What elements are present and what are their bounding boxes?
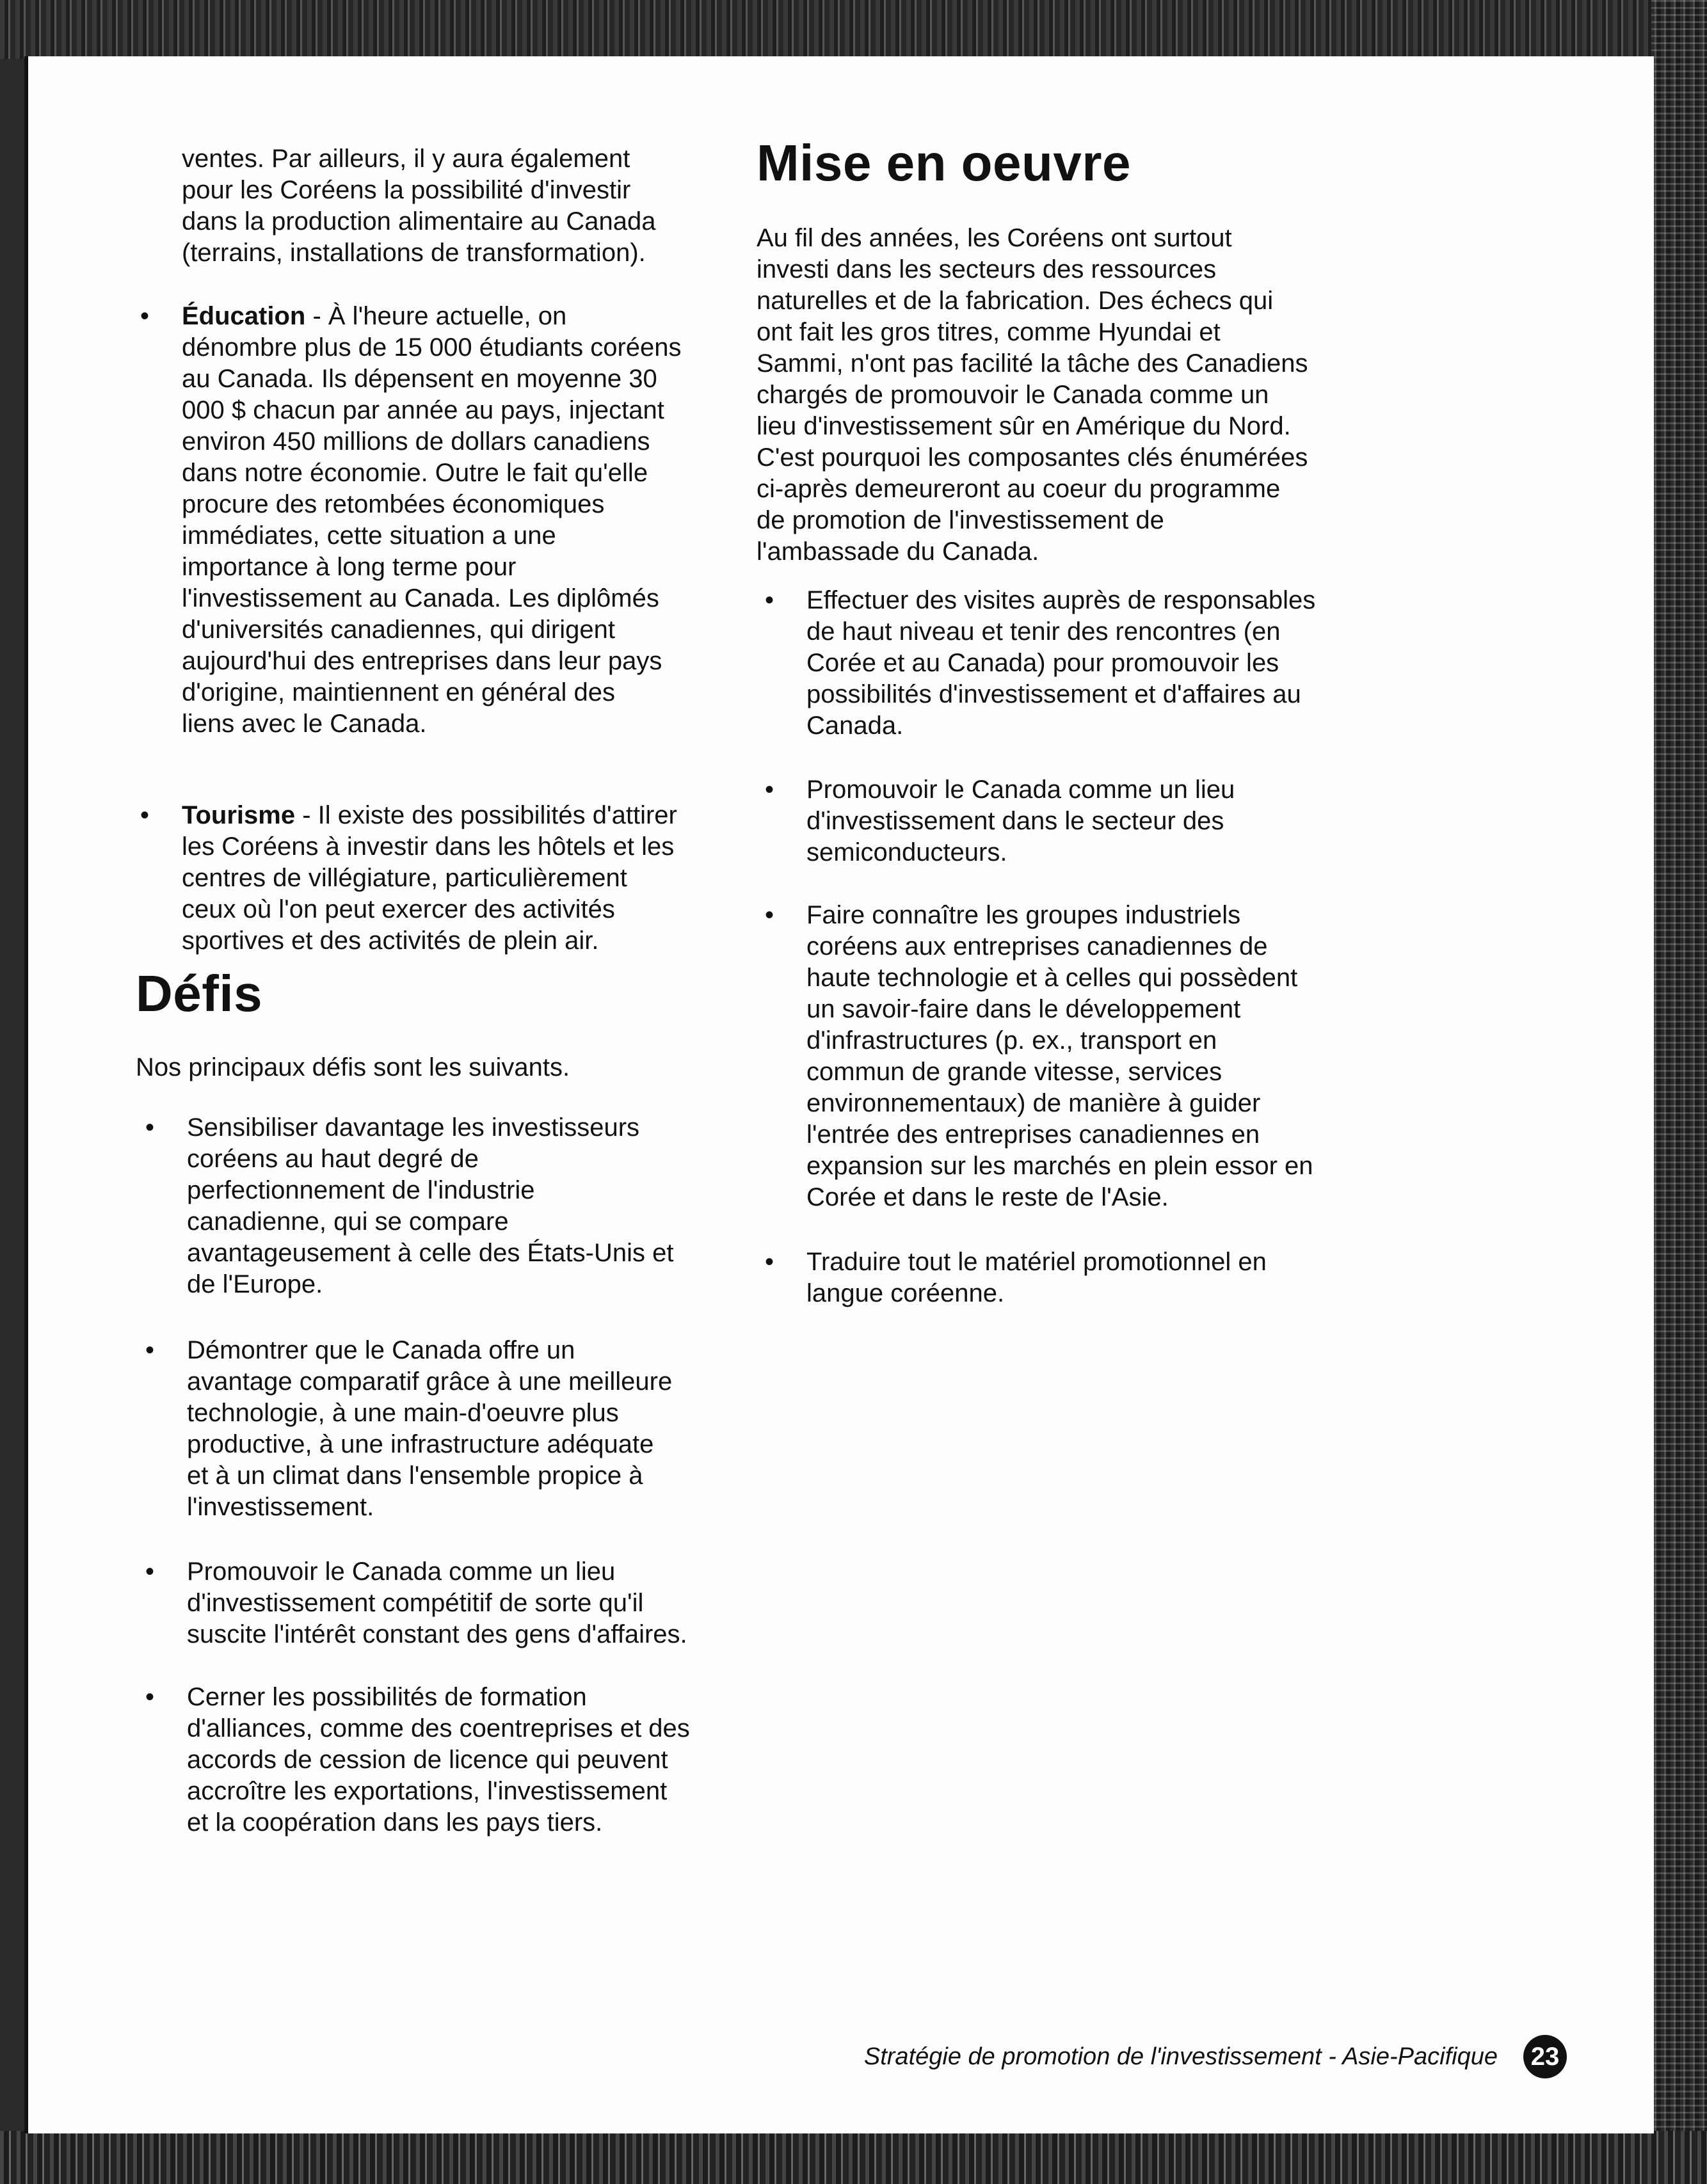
mise-intro-line: Au fil des années, les Coréens ont surtout [757,224,1232,252]
education-line: 000 $ chacun par année au pays, injectant [182,396,664,424]
mise-item [757,1247,1447,1309]
bullet-icon: • [764,1248,774,1276]
education-line: importance à long terme pour [182,553,517,581]
mise-intro-paragraph [757,223,1397,568]
defis-line: et à un climat dans l'ensemble propice à [187,1462,643,1490]
mise-intro-line: naturelles et de la fabrication. Des échecs qui [757,287,1274,315]
education-line: dénombre plus de 15 000 étudiants coréens [182,333,682,362]
bullet-icon: • [764,776,774,804]
mise-line: haute technologie et à celles qui possèdent [806,964,1298,992]
defis-item [137,1112,801,1300]
mise-line: semiconducteurs. [806,838,1007,866]
mise-line: de haut niveau et tenir des rencontres (en [806,618,1281,646]
defis-item [137,1335,801,1523]
education-bullet [132,301,796,740]
tourisme-line: ceux où l'on peut exercer des activités [182,895,615,923]
mise-line: langue coréenne. [806,1279,1005,1307]
tourisme-line: sportives et des activités de plein air. [182,927,599,955]
mise-line: Promouvoir le Canada comme un lieu [806,776,1235,804]
defis-line: perfectionnement de l'industrie [187,1176,535,1204]
bullet-icon: • [140,801,149,829]
mise-intro-line: chargés de promouvoir le Canada comme un [757,381,1269,409]
mise-intro-line: Sammi, n'ont pas facilité la tâche des Canadiens [757,349,1308,378]
mise-line: environnementaux) de manière à guider [806,1089,1261,1117]
bullet-icon: • [140,302,149,330]
defis-line: productive, à une infrastructure adéquate [187,1430,654,1458]
education-line: liens avec le Canada. [182,710,427,738]
defis-line: Cerner les possibilités de formation [187,1683,587,1711]
defis-line: d'investissement compétitif de sorte qu'il [187,1589,644,1617]
intro-line: ventes. Par ailleurs, il y aura également [182,145,630,173]
page-footer [864,2035,1567,2078]
bullet-icon: • [145,1113,154,1142]
mise-line: expansion sur les marchés en plein essor en [806,1152,1313,1180]
education-line: environ 450 millions de dollars canadiens [182,427,650,456]
page-number: 23 [1523,2035,1567,2078]
tourisme-line: centres de villégiature, particulièrement [182,864,627,892]
defis-heading: Défis [136,965,263,1022]
defis-line: canadienne, qui se compare [187,1208,509,1236]
education-label: Éducation [182,302,306,330]
defis-line: technologie, à une main-d'oeuvre plus [187,1399,619,1427]
defis-line: accords de cession de licence qui peuvent [187,1746,668,1774]
bullet-icon: • [145,1558,154,1586]
bullet-icon: • [764,901,774,929]
tourisme-label: Tourisme [182,801,296,829]
mise-intro-line: de promotion de l'investissement de [757,506,1164,534]
bullet-icon: • [764,586,774,614]
mise-intro-line: lieu d'investissement sûr en Amérique du Nord. [757,412,1291,440]
mise-line: d'investissement dans le secteur des [806,807,1224,835]
defis-line: Démontrer que le Canada offre un [187,1336,575,1364]
mise-line: l'entrée des entreprises canadiennes en [806,1120,1260,1149]
defis-item [137,1682,801,1838]
education-line: aujourd'hui des entreprises dans leur pays [182,647,662,675]
mise-intro-line: ont fait les gros titres, comme Hyundai et [757,318,1221,346]
mise-line: un savoir-faire dans le développement [806,995,1241,1023]
scan-border-bottom [0,2131,1707,2184]
mise-en-oeuvre-heading: Mise en oeuvre [757,134,1132,191]
defis-line: d'alliances, comme des coentreprises et des [187,1714,690,1742]
intro-line: (terrains, installations de transformation). [182,239,646,267]
mise-line: possibilités d'investissement et d'affaires au [806,680,1301,708]
education-line: d'origine, maintiennent en général des [182,678,615,706]
defis-line: Sensibiliser davantage les investisseurs [187,1113,640,1142]
defis-line: de l'Europe. [187,1270,323,1298]
mise-line: Corée et dans le reste de l'Asie. [806,1183,1169,1211]
mise-intro-line: C'est pourquoi les composantes clés énumérées [757,443,1308,472]
defis-line: suscite l'intérêt constant des gens d'affaires. [187,1620,687,1648]
bullet-icon: • [145,1683,154,1711]
mise-line: Effectuer des visites auprès de responsables [806,586,1316,614]
tourisme-bullet [132,800,796,957]
mise-item [757,900,1447,1213]
mise-line: d'infrastructures (p. ex., transport en [806,1026,1217,1055]
mise-line: Canada. [806,712,904,740]
defis-line: Promouvoir le Canada comme un lieu [187,1558,616,1586]
footer-title: Stratégie de promotion de l'investissement - Asie-Pacifique [863,2043,1498,2070]
intro-line: dans la production alimentaire au Canada [182,207,656,235]
education-line: procure des retombées économiques [182,490,605,518]
intro-paragraph [182,143,758,269]
tourisme-line: les Coréens à investir dans les hôtels et les [182,833,675,861]
mise-intro-line: ci-après demeureront au coeur du programme [757,475,1281,503]
education-line: dans notre économie. Outre le fait qu'elle [182,459,648,487]
defis-line: avantageusement à celle des États-Unis et [187,1239,674,1267]
mise-line: coréens aux entreprises canadiennes de [806,932,1268,960]
mise-line: Traduire tout le matériel promotionnel en [806,1248,1267,1276]
mise-line: Corée et au Canada) pour promouvoir les [806,649,1279,677]
document-page [24,56,1654,2133]
defis-line: coréens au haut degré de [187,1145,479,1173]
scan-border-top [0,0,1707,59]
bullet-icon: • [145,1336,154,1364]
scan-border-right [1651,0,1707,2184]
mise-item [757,774,1447,868]
intro-line: pour les Coréens la possibilité d'investir [182,176,631,204]
education-line: l'investissement au Canada. Les diplômés [182,584,659,612]
education-line: d'universités canadiennes, qui dirigent [182,616,615,644]
defis-line: avantage comparatif grâce à une meilleure [187,1367,673,1396]
education-line: au Canada. Ils dépensent en moyenne 30 [182,365,657,393]
defis-line: et la coopération dans les pays tiers. [187,1808,603,1837]
mise-intro-line: investi dans les secteurs des ressources [757,255,1217,283]
mise-line: commun de grande vitesse, services [806,1058,1222,1086]
mise-intro-line: l'ambassade du Canada. [757,538,1039,566]
tourisme-line: - Il existe des possibilités d'attirer [295,801,677,829]
education-line: immédiates, cette situation a une [182,522,556,550]
defis-intro: Nos principaux défis sont les suivants. [136,1053,570,1081]
mise-line: Faire connaître les groupes industriels [806,901,1241,929]
defis-line: accroître les exportations, l'investissement [187,1777,668,1805]
mise-item [757,585,1447,742]
defis-line: l'investissement. [187,1493,374,1521]
defis-item [137,1556,827,1650]
education-line: - À l'heure actuelle, on [305,302,567,330]
